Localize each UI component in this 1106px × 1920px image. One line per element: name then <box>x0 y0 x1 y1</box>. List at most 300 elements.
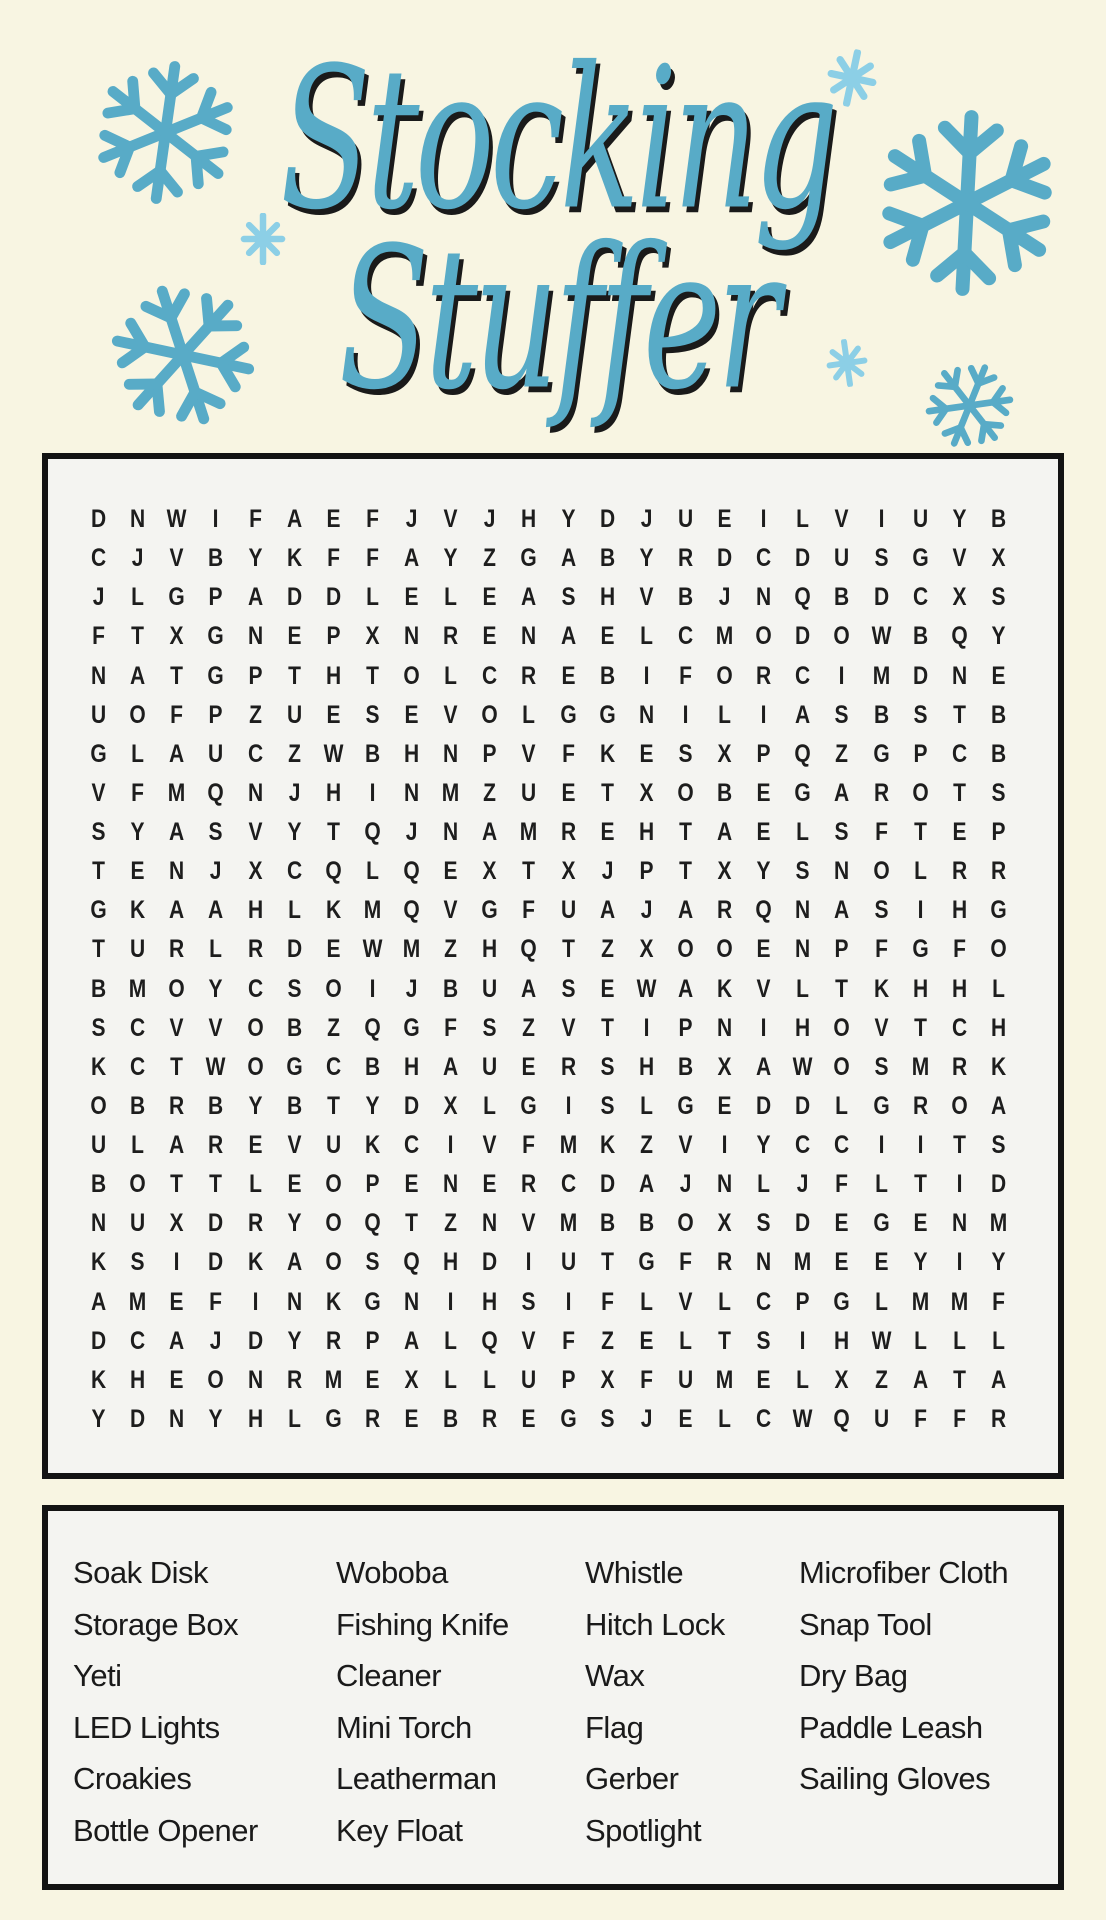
grid-letter: G <box>912 544 929 573</box>
puzzle-grid-panel <box>42 453 1064 1479</box>
grid-letter: T <box>913 1170 927 1199</box>
grid-letter: L <box>874 1287 888 1316</box>
grid-letter: O <box>403 661 420 690</box>
grid-letter: N <box>834 857 850 886</box>
grid-letter: E <box>756 1365 771 1394</box>
grid-letter: A <box>169 896 185 925</box>
grid-letter: S <box>834 818 849 847</box>
grid-letter: O <box>246 1013 264 1042</box>
grid-letter: N <box>521 622 537 651</box>
grid-letter: T <box>170 1170 184 1199</box>
grid-letter: Q <box>951 622 968 651</box>
grid-letter: J <box>640 1404 653 1433</box>
grid-letter: F <box>835 1170 849 1199</box>
grid-letter: G <box>207 661 225 690</box>
grid-letter: S <box>874 1052 889 1081</box>
grid-letter: U <box>130 935 146 964</box>
grid-letter: Y <box>91 1404 106 1433</box>
grid-letter: R <box>208 1131 224 1160</box>
grid-letter: V <box>287 1131 302 1160</box>
grid-letter: D <box>873 583 889 612</box>
grid-letter: X <box>717 739 732 768</box>
grid-letter: Y <box>287 1209 302 1238</box>
grid-letter: I <box>799 1326 806 1355</box>
word-list-panel <box>42 1505 1064 1890</box>
grid-letter: B <box>716 778 733 807</box>
grid-letter: R <box>169 1091 185 1120</box>
grid-letter: D <box>990 1170 1007 1199</box>
grid-letter: C <box>482 661 498 690</box>
grid-letter: B <box>443 974 459 1003</box>
grid-letter: U <box>286 700 302 729</box>
grid-letter: B <box>443 1404 459 1433</box>
grid-letter: E <box>561 661 576 690</box>
grid-letter: U <box>130 1209 146 1238</box>
grid-letter: B <box>599 544 615 573</box>
grid-letter: K <box>873 974 889 1003</box>
grid-letter: J <box>405 818 418 847</box>
grid-letter: D <box>795 1209 811 1238</box>
grid-letter: A <box>169 1326 185 1355</box>
word-list-item: Dry Bag <box>799 1658 908 1693</box>
grid-letter: J <box>640 505 653 534</box>
grid-letter: J <box>718 583 731 612</box>
grid-letter: T <box>952 700 966 729</box>
grid-letter: P <box>991 818 1006 847</box>
grid-letter: V <box>756 974 771 1003</box>
grid-letter: K <box>90 1052 107 1081</box>
word-column <box>799 1547 1048 1856</box>
grid-letter: H <box>912 974 928 1003</box>
grid-letter: G <box>872 1091 890 1120</box>
grid-letter: S <box>991 1131 1006 1160</box>
grid-letter: V <box>678 1131 693 1160</box>
grid-letter: L <box>913 857 927 886</box>
grid-letter: A <box>90 1287 107 1316</box>
grid-letter: E <box>521 1052 536 1081</box>
grid-letter: W <box>792 1052 813 1081</box>
grid-letter: F <box>561 739 575 768</box>
grid-letter: C <box>756 1404 772 1433</box>
grid-letter: S <box>991 778 1006 807</box>
grid-letter: E <box>482 622 497 651</box>
grid-letter: E <box>717 505 732 534</box>
grid-letter: C <box>247 974 263 1003</box>
grid-letter: R <box>325 1326 341 1355</box>
grid-letter: A <box>677 896 694 925</box>
grid-letter: T <box>287 661 301 690</box>
grid-letter: G <box>872 739 890 768</box>
grid-letter: Y <box>913 1248 928 1277</box>
grid-letter: R <box>521 1170 537 1199</box>
grid-letter: C <box>286 857 302 886</box>
grid-letter: X <box>248 857 263 886</box>
grid-letter: R <box>951 857 967 886</box>
grid-letter: H <box>130 1365 146 1394</box>
grid-letter: G <box>833 1287 851 1316</box>
grid-letter: C <box>130 1052 146 1081</box>
grid-letter: F <box>913 1404 927 1433</box>
grid-letter: K <box>990 1052 1007 1081</box>
grid-letter: P <box>365 1326 380 1355</box>
grid-letter: I <box>760 505 767 534</box>
grid-letter: P <box>795 1287 810 1316</box>
grid-letter: I <box>252 1287 258 1316</box>
grid-letter: H <box>443 1248 459 1277</box>
grid-letter: M <box>402 935 421 964</box>
grid-letter: R <box>716 1248 733 1277</box>
grid-letter: T <box>835 974 849 1003</box>
grid-letter: R <box>482 1404 498 1433</box>
grid-letter: T <box>952 1365 966 1394</box>
grid-letter: V <box>248 818 263 847</box>
grid-letter: B <box>130 1091 146 1120</box>
word-list-item: Cleaner <box>336 1658 442 1693</box>
word-list-item: Paddle Leash <box>799 1709 983 1745</box>
grid-letter: R <box>873 778 889 807</box>
word-list-item: Spotlight <box>585 1812 702 1848</box>
grid-letter: P <box>834 935 849 964</box>
grid-letter: F <box>170 700 184 729</box>
grid-letter: Q <box>794 583 811 612</box>
grid-letter: L <box>444 661 458 690</box>
grid-letter: B <box>638 1209 654 1238</box>
grid-letter: B <box>990 739 1007 768</box>
word-list-item: Wax <box>585 1658 645 1693</box>
grid-letter: S <box>756 1326 771 1355</box>
grid-letter: S <box>600 1091 615 1120</box>
grid-letter: O <box>755 622 772 651</box>
grid-letter: Q <box>755 896 772 925</box>
word-column <box>336 1547 585 1856</box>
grid-letter: G <box>872 1209 890 1238</box>
grid-letter: B <box>364 739 381 768</box>
grid-letter: S <box>91 818 106 847</box>
grid-letter: L <box>131 1131 145 1160</box>
grid-letter: S <box>600 1404 615 1433</box>
grid-letter: E <box>169 1365 184 1394</box>
grid-letter: G <box>599 700 616 729</box>
grid-letter: A <box>756 1052 772 1081</box>
snowflake-icon <box>908 344 1032 468</box>
grid-letter: E <box>482 1170 497 1199</box>
grid-letter: R <box>716 896 733 925</box>
grid-letter: T <box>405 1209 418 1238</box>
grid-letter: O <box>168 974 185 1003</box>
grid-letter: L <box>718 1287 731 1316</box>
grid-letter: H <box>638 1052 654 1081</box>
grid-letter: A <box>130 661 146 690</box>
grid-letter: T <box>326 1091 340 1120</box>
grid-letter: Z <box>874 1365 888 1394</box>
grid-letter: N <box>247 778 263 807</box>
grid-letter: R <box>990 857 1007 886</box>
grid-letter: C <box>795 661 811 690</box>
grid-letter: Y <box>248 1091 263 1120</box>
grid-letter: A <box>208 896 224 925</box>
grid-letter: W <box>636 974 657 1003</box>
grid-letter: D <box>599 505 615 534</box>
grid-letter: L <box>483 1365 497 1394</box>
grid-letter: K <box>247 1248 263 1277</box>
grid-letter: F <box>209 1287 223 1316</box>
grid-letter: F <box>131 778 145 807</box>
grid-letter: C <box>247 739 263 768</box>
grid-letter: N <box>795 935 811 964</box>
grid-letter: H <box>325 778 341 807</box>
grid-letter: C <box>951 1013 967 1042</box>
grid-letter: I <box>917 1131 924 1160</box>
grid-letter: T <box>600 1248 614 1277</box>
grid-letter: G <box>794 778 811 807</box>
grid-letter: X <box>834 1365 849 1394</box>
grid-letter: Z <box>326 1013 340 1042</box>
grid-letter: P <box>326 622 341 651</box>
grid-letter: K <box>90 1365 107 1394</box>
grid-letter: J <box>92 583 105 612</box>
grid-letter: D <box>247 1326 263 1355</box>
word-list-item: Croakies <box>73 1761 192 1796</box>
grid-letter: V <box>169 544 184 573</box>
grid-letter: T <box>522 857 536 886</box>
grid-letter: E <box>756 778 771 807</box>
grid-letter: Y <box>639 544 654 573</box>
grid-letter: S <box>561 974 576 1003</box>
grid-letter: R <box>286 1365 302 1394</box>
grid-letter: L <box>287 896 301 925</box>
grid-letter: A <box>834 896 850 925</box>
grid-letter: B <box>286 1013 302 1042</box>
grid-letter: L <box>639 1287 653 1316</box>
grid-letter: Z <box>483 778 497 807</box>
grid-letter: T <box>170 661 184 690</box>
grid-letter: D <box>795 1091 811 1120</box>
grid-letter: J <box>679 1170 692 1199</box>
grid-letter: Z <box>835 739 849 768</box>
snowflake-icon <box>862 98 1072 308</box>
grid-letter: S <box>913 700 928 729</box>
grid-letter: E <box>404 1170 419 1199</box>
grid-letter: D <box>130 1404 146 1433</box>
grid-letter: O <box>129 700 146 729</box>
grid-letter: M <box>911 1052 929 1081</box>
grid-letter: J <box>405 505 418 534</box>
grid-letter: H <box>599 583 615 612</box>
grid-letter: Y <box>287 818 302 847</box>
word-list-item: Bottle Opener <box>73 1812 258 1848</box>
grid-letter: N <box>443 739 459 768</box>
grid-letter: K <box>325 1287 341 1316</box>
grid-letter: D <box>403 1091 420 1120</box>
grid-letter: O <box>951 1091 968 1120</box>
grid-letter: R <box>364 1404 381 1433</box>
grid-letter: V <box>874 1013 889 1042</box>
grid-letter: F <box>366 544 379 573</box>
grid-letter: O <box>833 622 851 651</box>
grid-letter: I <box>565 1091 571 1120</box>
grid-letter: Q <box>794 739 811 768</box>
grid-letter: M <box>715 622 734 651</box>
grid-letter: K <box>286 544 302 573</box>
grid-letter: D <box>90 505 107 534</box>
grid-letter: D <box>599 1170 615 1199</box>
grid-letter: S <box>365 700 380 729</box>
grid-letter: R <box>443 622 459 651</box>
word-list-item: Flag <box>585 1709 644 1745</box>
grid-letter: O <box>872 857 890 886</box>
grid-letter: M <box>168 778 186 807</box>
page-title-line2: Stuffer <box>338 205 776 434</box>
grid-letter: E <box>639 1326 654 1355</box>
grid-letter: O <box>912 778 929 807</box>
grid-letter: B <box>912 622 928 651</box>
grid-letter: Y <box>952 505 967 534</box>
grid-letter: F <box>679 661 692 690</box>
grid-letter: P <box>248 661 263 690</box>
grid-letter: J <box>640 896 653 925</box>
grid-letter: L <box>366 857 379 886</box>
grid-letter: L <box>796 818 810 847</box>
grid-letter: P <box>208 700 223 729</box>
grid-letter: V <box>678 1287 693 1316</box>
grid-letter: M <box>950 1287 969 1316</box>
grid-letter: L <box>679 1326 692 1355</box>
grid-letter: D <box>716 544 733 573</box>
grid-letter: C <box>756 544 772 573</box>
grid-letter: B <box>90 1170 107 1199</box>
grid-letter: I <box>447 1131 454 1160</box>
grid-letter: O <box>325 1209 342 1238</box>
grid-letter: S <box>482 1013 497 1042</box>
grid-letter: E <box>913 1209 928 1238</box>
grid-letter: E <box>326 935 341 964</box>
grid-letter: G <box>403 1013 420 1042</box>
grid-letter: G <box>520 544 538 573</box>
grid-letter: L <box>287 1404 301 1433</box>
grid-letter: A <box>521 974 537 1003</box>
grid-letter: J <box>405 974 418 1003</box>
grid-letter: X <box>639 778 654 807</box>
grid-letter: U <box>482 1052 498 1081</box>
grid-letter: C <box>130 1013 146 1042</box>
grid-letter: L <box>131 583 145 612</box>
grid-letter: Q <box>833 1404 851 1433</box>
grid-letter: N <box>638 700 654 729</box>
grid-letter: E <box>952 818 967 847</box>
grid-letter: F <box>952 935 966 964</box>
grid-letter: K <box>716 974 733 1003</box>
grid-letter: W <box>323 739 344 768</box>
grid-letter: S <box>874 544 889 573</box>
grid-letter: T <box>600 778 614 807</box>
grid-letter: Z <box>483 544 497 573</box>
grid-letter: K <box>364 1131 381 1160</box>
grid-letter: F <box>874 935 888 964</box>
grid-letter: A <box>638 1170 654 1199</box>
grid-letter: Y <box>561 505 576 534</box>
grid-letter: M <box>559 1131 577 1160</box>
letter-grid <box>79 500 1018 1439</box>
grid-letter: X <box>991 544 1006 573</box>
grid-letter: P <box>913 739 928 768</box>
grid-letter: Z <box>522 1013 536 1042</box>
grid-letter: C <box>677 622 694 651</box>
grid-letter: M <box>559 1209 577 1238</box>
grid-letter: E <box>482 583 497 612</box>
grid-letter: X <box>717 1052 732 1081</box>
grid-letter: P <box>639 857 654 886</box>
grid-letter: A <box>443 1052 459 1081</box>
grid-letter: V <box>208 1013 223 1042</box>
word-column <box>585 1547 799 1856</box>
grid-letter: T <box>679 857 692 886</box>
grid-letter: X <box>169 1209 184 1238</box>
grid-letter: T <box>366 661 379 690</box>
grid-letter: E <box>443 857 458 886</box>
grid-letter: U <box>677 1365 694 1394</box>
grid-letter: X <box>169 622 184 651</box>
grid-letter: X <box>561 857 576 886</box>
grid-letter: E <box>756 935 771 964</box>
word-list-item: Storage Box <box>73 1606 239 1642</box>
grid-letter: G <box>481 896 498 925</box>
grid-letter: T <box>913 818 927 847</box>
grid-letter: I <box>643 661 650 690</box>
grid-letter: E <box>600 974 615 1003</box>
grid-letter: I <box>760 700 767 729</box>
grid-letter: A <box>795 700 811 729</box>
grid-letter: C <box>951 739 967 768</box>
word-list-item: Fishing Knife <box>336 1606 509 1642</box>
grid-letter: O <box>677 935 694 964</box>
grid-letter: E <box>287 622 302 651</box>
word-list-item: Woboba <box>336 1555 448 1590</box>
grid-letter: D <box>795 544 811 573</box>
grid-letter: I <box>682 700 689 729</box>
grid-letter: M <box>128 974 147 1003</box>
grid-letter: S <box>600 1052 615 1081</box>
grid-letter: E <box>404 1404 419 1433</box>
grid-letter: V <box>482 1131 497 1160</box>
grid-letter: C <box>325 1052 341 1081</box>
grid-letter: P <box>561 1365 576 1394</box>
grid-letter: Y <box>208 974 223 1003</box>
grid-letter: A <box>990 1365 1007 1394</box>
grid-letter: L <box>639 1091 653 1120</box>
grid-letter: S <box>365 1248 380 1277</box>
grid-letter: O <box>325 974 342 1003</box>
grid-letter: F <box>522 1131 536 1160</box>
grid-letter: A <box>716 818 733 847</box>
snowflake-icon <box>85 257 282 454</box>
grid-letter: X <box>404 1365 419 1394</box>
grid-letter: B <box>990 700 1007 729</box>
grid-letter: L <box>444 583 458 612</box>
grid-letter: E <box>248 1131 263 1160</box>
grid-letter: Q <box>520 935 538 964</box>
grid-letter: G <box>168 583 185 612</box>
grid-letter: X <box>717 857 732 886</box>
grid-letter: N <box>169 857 185 886</box>
grid-letter: B <box>208 544 224 573</box>
grid-letter: Y <box>991 622 1006 651</box>
grid-letter: L <box>483 1091 497 1120</box>
grid-letter: U <box>912 505 928 534</box>
grid-letter: N <box>247 622 263 651</box>
grid-letter: T <box>92 935 105 964</box>
grid-letter: O <box>90 1091 107 1120</box>
grid-letter: O <box>207 1365 225 1394</box>
